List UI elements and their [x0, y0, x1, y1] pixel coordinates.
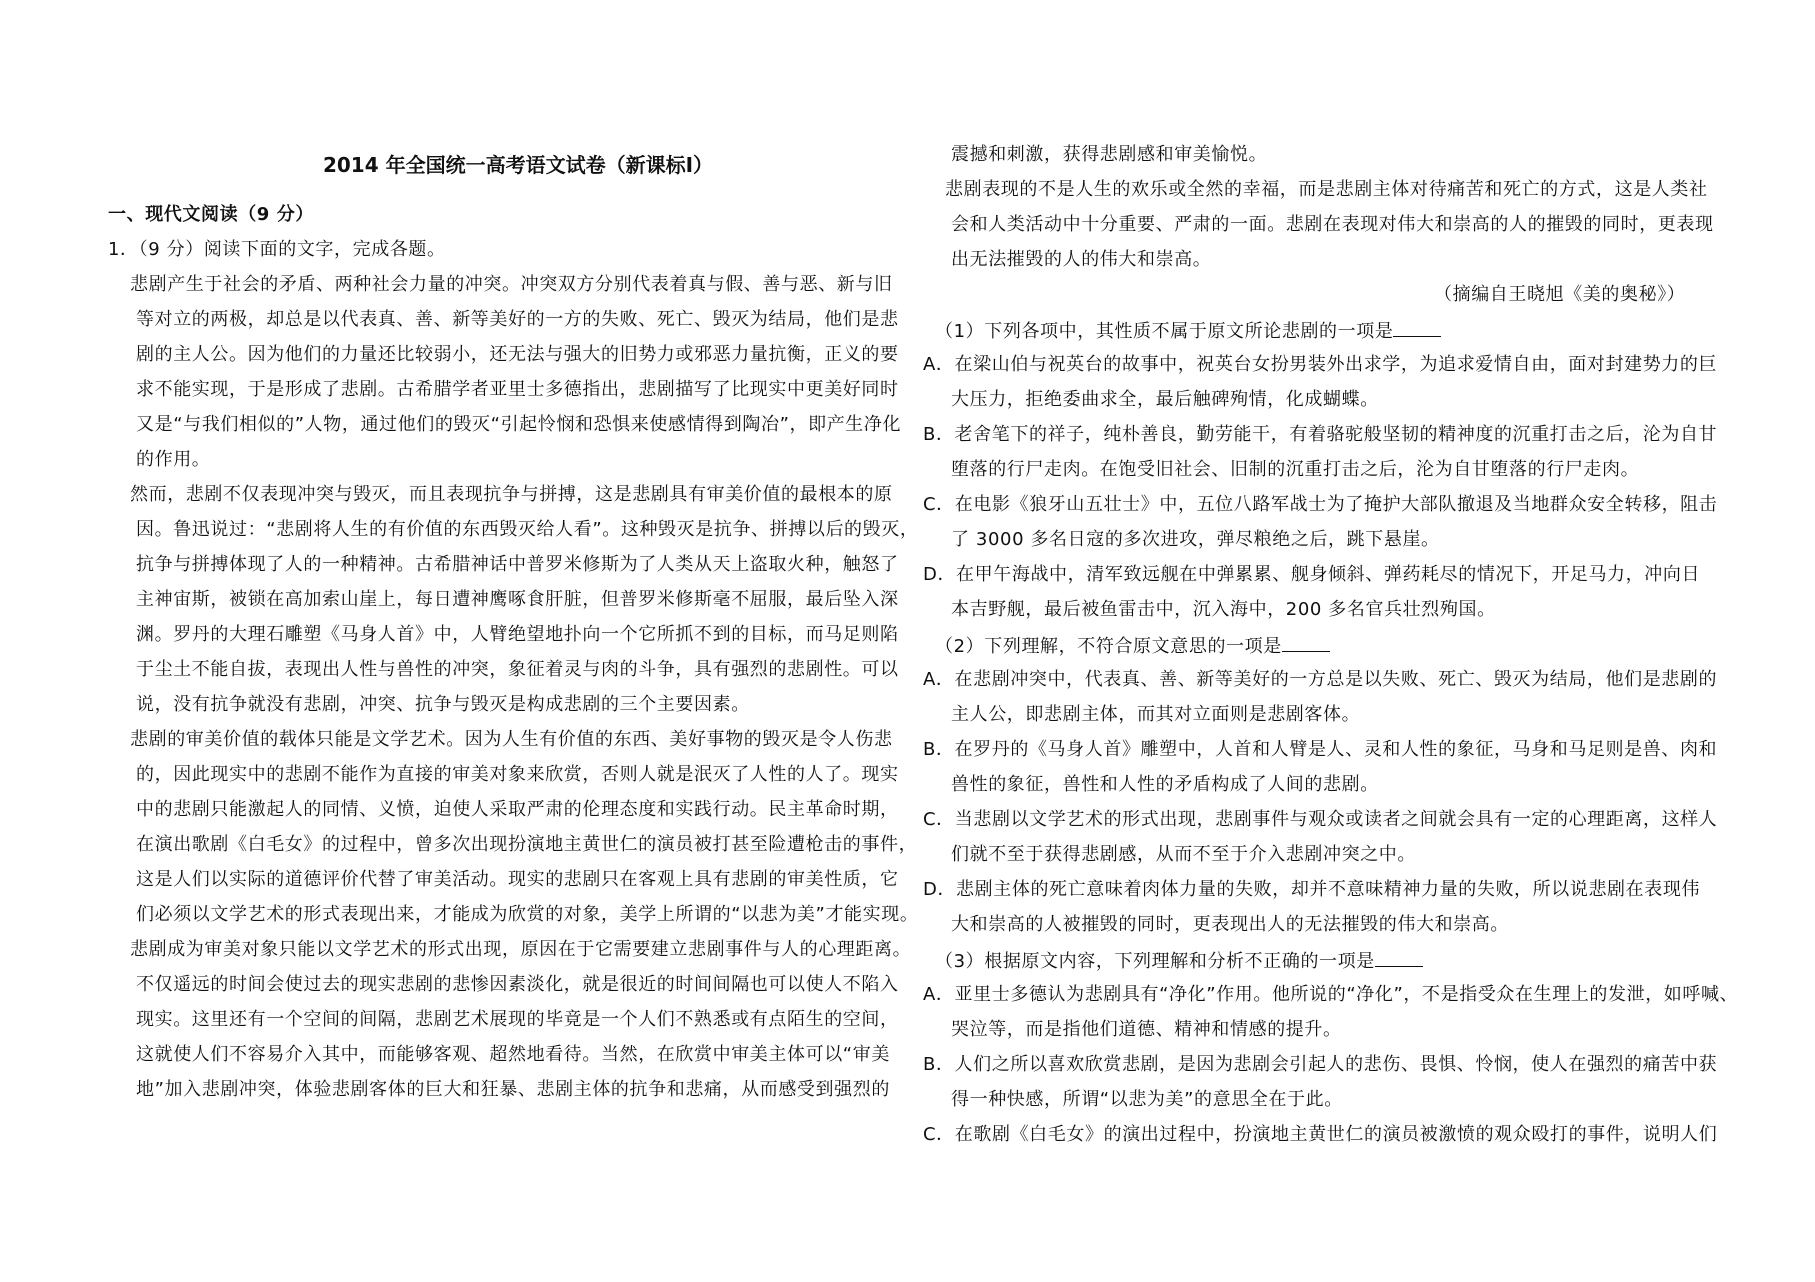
q1-option-a-cont: 大压力，拒绝委曲求全，最后触碑殉情，化成蝴蝶。 — [951, 389, 1379, 410]
q1-option-b-cont: 堕落的行尸走肉。在饱受旧社会、旧制的沉重打击之后，沦为自甘堕落的行尸走肉。 — [951, 459, 1640, 480]
question-2-stem: （2）下列理解，不符合原文意思的一项是 — [935, 633, 1330, 659]
q2-option-b: B．在罗丹的《马身人首》雕塑中，人首和人臂是人、灵和人性的象征，马身和马足则是兽、肉和 — [923, 739, 1718, 760]
passage-line: 们必须以文学艺术的形式表现出来，才能成为欣赏的对象，美学上所谓的“以悲为美”才能实现。 — [136, 904, 919, 925]
passage-line: 于尘土不能自拔，表现出人性与兽性的冲突，象征着灵与肉的斗争，具有强烈的悲剧性。可以 — [136, 659, 899, 680]
passage-line: 渊。罗丹的大理石雕塑《马身人首》中，人臂绝望地扑向一个它所抓不到的目标，而马足则陷 — [136, 624, 899, 645]
passage-line: 会和人类活动中十分重要、严肃的一面。悲剧在表现对伟大和崇高的人的摧毁的同时，更表现 — [951, 214, 1714, 235]
passage-line: 求不能实现，于是形成了悲剧。古希腊学者亚里士多德指出，悲剧描写了比现实中更美好同时 — [136, 379, 899, 400]
q3-option-a-cont: 哭泣等，而是指他们道德、精神和情感的提升。 — [951, 1019, 1342, 1040]
q2-option-d-cont: 大和崇高的人被摧毁的同时，更表现出人的无法摧毁的伟大和崇高。 — [951, 914, 1509, 935]
passage-line: 悲剧表现的不是人生的欢乐或全然的幸福，而是悲剧主体对待痛苦和死亡的方式，这是人类社 — [945, 179, 1708, 200]
passage-line: 地”加入悲剧冲突，体验悲剧客体的巨大和狂暴、悲剧主体的抗争和悲痛，从而感受到强烈的 — [136, 1079, 890, 1100]
passage-line: 中的悲剧只能激起人的同情、义愤，迫使人采取严肃的伦理态度和实践行动。民主革命时期， — [136, 799, 899, 820]
q1-option-c: C．在电影《狼牙山五壮士》中，五位八路军战士为了掩护大部队撤退及当地群众安全转移，阻击 — [923, 494, 1718, 515]
source-citation: （摘编自王晓旭《美的奥秘》） — [1434, 284, 1686, 305]
q3-option-c: C．在歌剧《白毛女》的演出过程中，扮演地主黄世仁的演员被激愤的观众殴打的事件，说明人们 — [923, 1124, 1718, 1145]
passage-line: 这是人们以实际的道德评价代替了审美活动。现实的悲剧只在客观上具有悲剧的审美性质，它 — [136, 869, 899, 890]
passage-line: 剧的主人公。因为他们的力量还比较弱小，还无法与强大的旧势力或邪恶力量抗衡，正义的要 — [136, 344, 899, 365]
question-3-stem: （3）根据原文内容，下列理解和分析不正确的一项是 — [935, 948, 1423, 974]
q2-option-d: D．悲剧主体的死亡意味着肉体力量的失败，却并不意味精神力量的失败，所以说悲剧在表现伟 — [923, 879, 1701, 900]
passage-line: 出无法摧毁的人的伟大和崇高。 — [951, 249, 1212, 270]
answer-blank — [1282, 633, 1330, 652]
q2-option-c-cont: 们就不至于获得悲剧感，从而不至于介入悲剧冲突之中。 — [951, 844, 1416, 865]
passage-line: 主神宙斯，被锁在高加索山崖上，每日遭神鹰啄食肝脏，但普罗米修斯毫不屈服，最后坠入深 — [136, 589, 899, 610]
q3-option-b: B．人们之所以喜欢欣赏悲剧，是因为悲剧会引起人的悲伤、畏惧、怜悯，使人在强烈的痛苦中获 — [923, 1054, 1718, 1075]
q1-option-b: B．老舍笔下的祥子，纯朴善良，勤劳能干，有着骆驼般坚韧的精神度的沉重打击之后，沦为自甘 — [923, 424, 1718, 445]
question-intro: 1．（9 分）阅读下面的文字，完成各题。 — [108, 239, 446, 260]
q2-option-b-cont: 兽性的象征，兽性和人性的矛盾构成了人间的悲剧。 — [951, 774, 1379, 795]
passage-line: 不仅遥远的时间会使过去的现实悲剧的悲惨因素淡化，就是很近的时间间隔也可以使人不陷入 — [136, 974, 899, 995]
q2-option-a: A．在悲剧冲突中，代表真、善、新等美好的一方总是以失败、死亡、毁灭为结局，他们是悲剧的 — [923, 669, 1718, 690]
passage-line: 因。鲁迅说过：“悲剧将人生的有价值的东西毁灭给人看”。这种毁灭是抗争、拼搏以后的毁灭， — [136, 519, 919, 540]
passage-line: 又是“与我们相似的”人物，通过他们的毁灭“引起怜悯和恐惧来使感情得到陶冶”，即产生净化 — [136, 414, 902, 435]
q1-option-a: A．在梁山伯与祝英台的故事中，祝英台女扮男装外出求学，为追求爱情自由，面对封建势力的巨 — [923, 354, 1718, 375]
q2-option-c: C．当悲剧以文学艺术的形式出现，悲剧事件与观众或读者之间就会具有一定的心理距离，这样人 — [923, 809, 1718, 830]
q1-option-d-cont: 本吉野舰，最后被鱼雷击中，沉入海中，200 多名官兵壮烈殉国。 — [951, 599, 1496, 620]
q2-option-a-cont: 主人公，即悲剧主体，而其对立面则是悲剧客体。 — [951, 704, 1361, 725]
q1-option-c-cont: 了 3000 多名日寇的多次进攻，弹尽粮绝之后，跳下悬崖。 — [951, 529, 1440, 550]
passage-line: 现实。这里还有一个空间的间隔，悲剧艺术展现的毕竟是一个人们不熟悉或有点陌生的空间， — [136, 1009, 899, 1030]
page-title: 2014 年全国统一高考语文试卷（新课标I） — [322, 153, 714, 177]
passage-line: 在演出歌剧《白毛女》的过程中，曾多次出现扮演地主黄世仁的演员被打甚至险遭枪击的事件， — [136, 834, 918, 855]
passage-line: 说，没有抗争就没有悲剧，冲突、抗争与毁灭是构成悲剧的三个主要因素。 — [136, 694, 750, 715]
passage-line: 等对立的两极，却总是以代表真、善、新等美好的一方的失败、死亡、毁灭为结局，他们是悲 — [136, 309, 899, 330]
q3-option-b-cont: 得一种快感，所谓“以悲为美”的意思全在于此。 — [951, 1089, 1343, 1110]
passage-line: 悲剧的审美价值的载体只能是文学艺术。因为人生有价值的东西、美好事物的毁灭是令人伤悲 — [130, 729, 893, 750]
section-heading: 一、现代文阅读（9 分） — [108, 204, 314, 225]
answer-blank — [1393, 318, 1441, 337]
passage-line: 的，因此现实中的悲剧不能作为直接的审美对象来欣赏，否则人就是泯灭了人性的人了。现实 — [136, 764, 899, 785]
passage-line: 的作用。 — [136, 449, 211, 470]
passage-line: 悲剧产生于社会的矛盾、两种社会力量的冲突。冲突双方分别代表着真与假、善与恶、新与旧 — [130, 274, 893, 295]
q1-option-d: D．在甲午海战中，清军致远舰在中弹累累、舰身倾斜、弹药耗尽的情况下，开足马力，冲向日 — [923, 564, 1701, 585]
passage-line: 抗争与拼搏体现了人的一种精神。古希腊神话中普罗米修斯为了人类从天上盗取火种，触怒了 — [136, 554, 899, 575]
q3-option-a: A．亚里士多德认为悲剧具有“净化”作用。他所说的“净化”，不是指受众在生理上的发泄，如呼喊、 — [923, 984, 1739, 1005]
passage-line: 悲剧成为审美对象只能以文学艺术的形式出现，原因在于它需要建立悲剧事件与人的心理距离。 — [130, 939, 912, 960]
passage-line: 震撼和刺激，获得悲剧感和审美愉悦。 — [951, 144, 1268, 165]
question-1-stem: （1）下列各项中，其性质不属于原文所论悲剧的一项是 — [935, 318, 1441, 344]
passage-line: 然而，悲剧不仅表现冲突与毁灭，而且表现抗争与拼搏，这是悲剧具有审美价值的最根本的原 — [130, 484, 893, 505]
passage-line: 这就使人们不容易介入其中，而能够客观、超然地看待。当然，在欣赏中审美主体可以“审美 — [136, 1044, 890, 1065]
answer-blank — [1375, 948, 1423, 967]
